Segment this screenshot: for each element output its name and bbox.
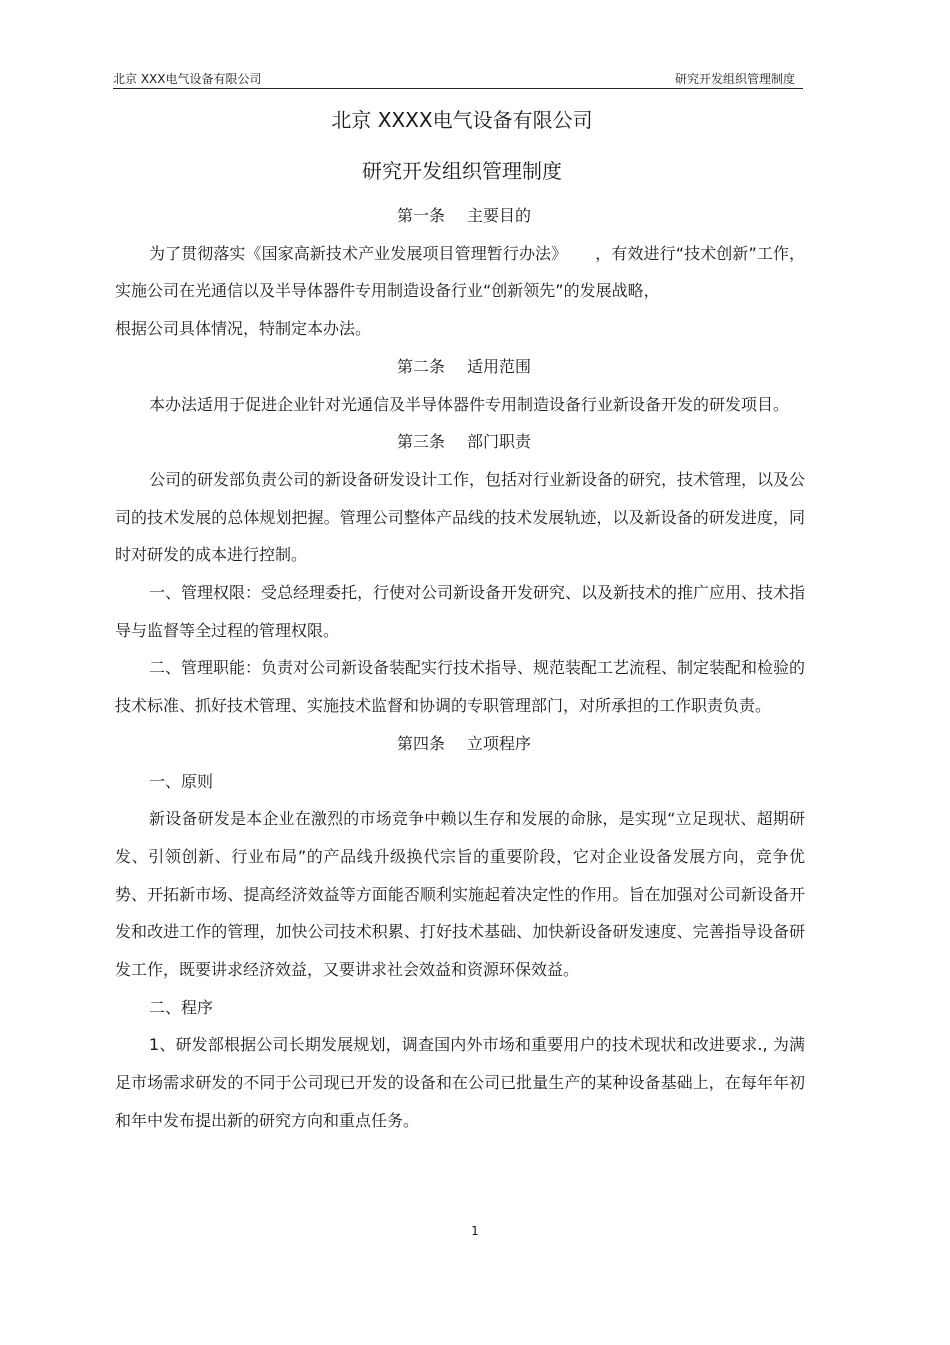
section-heading-2 <box>115 348 805 386</box>
paragraph: 本办法适用于促进企业针对光通信及半导体器件专用制造设备行业新设备开发的研发项目。 <box>149 394 790 414</box>
paragraph-part: ，有效进行“技术创新”工作，实施公司在光通信以及半导体器件专用制造设备行业“创新领先”的发展战略， <box>115 243 805 301</box>
section-name: 适用范围 <box>467 356 532 376</box>
header-company: 北京 XXX电气设备有限公司 <box>113 72 262 86</box>
section-number: 第一条 <box>396 206 445 225</box>
paragraph: 根据公司具体情况，特制定本办法。 <box>115 319 372 339</box>
paragraph: 一、管理权限：受总经理委托，行使对公司新设备开发研究、以及新技术的推广应用、技术指导与监督等全过程的管理权限。 <box>115 583 806 640</box>
paragraph: 新设备研发是本企业在激烈的市场竞争中赖以生存和发展的命脉，是实现“立足现状、超期研发、引领创新、行业布局”的产品线升级换代宗旨的重要阶段，它对企业设备发展方向，竞争优势、开拓新市场、提高经济效益等方面能否顺利实施起着决定性的作用。旨在加强对公司新设备开发和改进工作的管理，加快公司技术积累、打好技术基础、加快新设备研发速度、完善指导设备研发工作，既要讲求经济效益，又要讲求社会效益和资源环保效益。 <box>115 809 805 980</box>
paragraph-part: 为了贯彻落实《国家高新技术产业发展项目管理暂行办法》 <box>149 243 568 263</box>
paragraph: 1、研发部根据公司长期发展规划，调查国内外市场和重要用户的技术现状和改进要求., 为满足市场需求研发的不同于公司现已开发的设备和在公司已批量生产的某种设备基础上，在每年年初和年中发布提出新的研究方向和重点任务。 <box>115 1035 805 1130</box>
section-number: 第四条 <box>396 733 445 753</box>
page-number: 1 <box>471 1224 479 1238</box>
section-name: 部门职责 <box>467 432 532 452</box>
company-title: 北京 XXXX电气设备有限公司 <box>331 108 593 132</box>
paragraph: 二、程序 <box>149 997 214 1017</box>
section-heading-1 <box>115 197 805 235</box>
section-number: 第三条 <box>396 432 445 452</box>
paragraph: 一、原则 <box>149 771 214 791</box>
document-body <box>115 197 805 1140</box>
section-number: 第二条 <box>396 356 445 376</box>
paragraph: 二、管理职能：负责对公司新设备装配实行技术指导、规范装配工艺流程、制定装配和检验的技术标准、抓好技术管理、实施技术监督和协调的专职管理部门，对所承担的工作职责负责。 <box>115 658 806 716</box>
page-header <box>113 68 803 89</box>
paragraph: 公司的研发部负责公司的新设备研发设计工作，包括对行业新设备的研究，技术管理，以及公司的技术发展的总体规划把握。管理公司整体产品线的技术发展轨迹，以及新设备的研发进度，同时对研发的成本进行控制。 <box>115 469 806 565</box>
header-doc-title: 研究开发组织管理制度 <box>674 72 795 86</box>
section-heading-4 <box>115 725 805 763</box>
section-heading-3 <box>115 423 805 461</box>
section-name: 主要目的 <box>467 206 532 225</box>
paragraph <box>115 235 805 310</box>
document-title: 研究开发组织管理制度 <box>362 159 562 183</box>
section-name: 立项程序 <box>467 733 532 753</box>
